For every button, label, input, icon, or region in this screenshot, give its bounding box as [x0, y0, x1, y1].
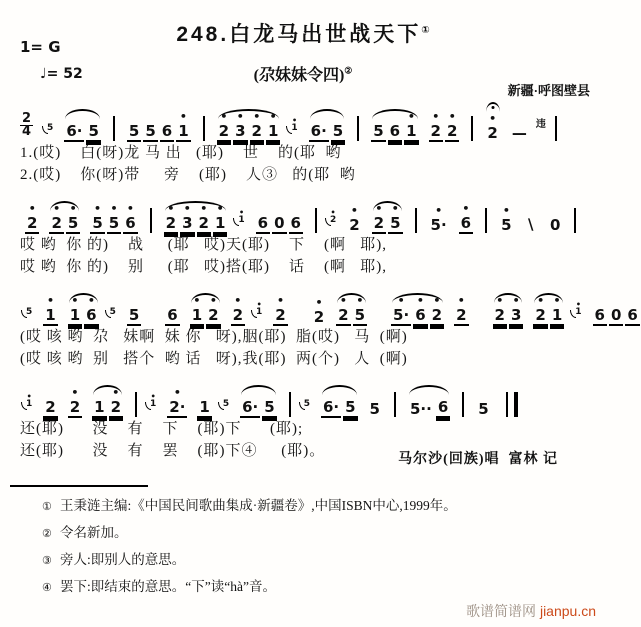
grace-note: 5	[303, 399, 310, 409]
title-row	[0, 18, 606, 48]
note: 6·	[322, 398, 340, 416]
octave-dot: •	[537, 294, 545, 307]
lyrics-line-2-1: 哎 哟 你 的) 战 (耶 哎)天(耶) 下 (啊 耶),	[20, 237, 387, 253]
note: 6·	[310, 122, 327, 140]
footnote-text: 令名新加。	[60, 525, 128, 540]
note: 3 •	[235, 110, 246, 140]
fermata-icon	[486, 102, 500, 112]
note-group	[24, 307, 34, 326]
annotation-glyph: 违	[535, 119, 546, 130]
note: 6	[290, 214, 301, 232]
octave-dot: •	[433, 294, 441, 307]
octave-dot: •	[269, 110, 277, 123]
site-url: jianpu.cn	[539, 603, 596, 619]
note-group	[148, 392, 158, 418]
octave-dot: •	[46, 294, 54, 307]
music-system-3	[20, 288, 638, 370]
note-group	[573, 300, 583, 326]
note: 6	[257, 214, 269, 232]
slur-group	[63, 122, 102, 142]
lyrics-line-1-1: 1.(哎) 白(呀)龙 马 出 (耶) 世 的(耶 哟	[20, 145, 342, 161]
grace-note: 5	[26, 307, 33, 317]
note-group	[42, 398, 58, 418]
note-group	[311, 296, 327, 326]
note-group	[346, 204, 362, 234]
note: 6	[627, 306, 638, 324]
note: 1 •	[178, 110, 189, 140]
title-footnote-mark: ①	[421, 25, 430, 36]
note: 2 •	[51, 202, 62, 232]
slur-group	[91, 386, 124, 418]
note: 5	[128, 122, 140, 140]
octave-dot: •	[193, 294, 201, 307]
note: 6	[161, 122, 173, 140]
octave-dot: •	[69, 202, 77, 215]
barline	[555, 116, 557, 141]
octave-dot: •	[435, 204, 443, 217]
subtitle-text: (尕妹妹令四)	[253, 67, 345, 84]
octave-dot: •	[167, 202, 175, 215]
note: 5	[264, 398, 275, 416]
octave-dot: •	[489, 112, 497, 125]
slur-group	[492, 294, 525, 326]
footnote-text: 王秉涟主编:《中国民间歌曲集成·新疆卷》,中国ISBN中心,1999年。	[60, 498, 457, 513]
note: 5	[478, 400, 489, 418]
lyrics-line-2-2: 哎 哟 你 的) 别 (耶 哎)搭(耶) 话 (啊 耶),	[20, 259, 387, 275]
note-group	[126, 306, 142, 326]
note: 2 •	[110, 386, 122, 416]
slur-group	[189, 294, 222, 326]
note: 2 •	[218, 110, 230, 140]
note: 2	[45, 398, 56, 416]
note: 2 •	[165, 202, 177, 232]
note: 2 •	[485, 124, 499, 142]
footnote-mark: ①	[42, 501, 52, 513]
note: —	[511, 124, 527, 142]
note-group	[547, 216, 563, 234]
slur-group	[371, 202, 404, 234]
site-name: 歌谱简谱网	[466, 603, 537, 619]
octave-dot: •	[253, 110, 261, 123]
note: 1 •	[406, 110, 417, 140]
note-group	[453, 294, 469, 326]
octave-dot: •	[575, 300, 581, 309]
footnote-4	[42, 577, 582, 598]
footnote-text: 旁人:即别人的意思。	[60, 552, 186, 567]
octave-dot: •	[457, 294, 465, 307]
slur-group	[390, 294, 445, 326]
note-group	[42, 294, 58, 326]
note-group	[196, 398, 212, 418]
octave-dot: •	[448, 110, 456, 123]
note-group	[24, 202, 40, 234]
note: 6	[167, 306, 178, 324]
octave-dot: •	[179, 110, 187, 123]
octave-dot: •	[502, 204, 510, 217]
note: ∖	[525, 216, 536, 234]
octave-dot: •	[416, 294, 424, 307]
note: 2 •	[275, 294, 286, 324]
note: 2 •	[208, 294, 219, 324]
octave-dot: •	[462, 202, 470, 215]
barline	[462, 392, 464, 417]
note: 2 •	[373, 202, 385, 232]
note: 5	[88, 122, 99, 140]
slur-group	[407, 398, 451, 418]
barline	[113, 116, 115, 141]
slur-group	[320, 398, 359, 418]
footnote-separator	[10, 485, 148, 487]
note: 6 •	[86, 294, 97, 324]
note-group	[428, 204, 450, 234]
barline	[135, 392, 137, 417]
note: 6	[594, 306, 605, 324]
barline	[150, 208, 152, 233]
lyrics-line-3-2: (哎 咳 哟 别 搭个 哟 话 呀),我(耶) 两(个) 人 (啊)	[20, 351, 408, 367]
music-line-4	[20, 380, 590, 418]
note: 1 •	[69, 294, 81, 324]
note: 1	[94, 398, 105, 416]
octave-dot: •	[220, 110, 228, 123]
octave-dot: •	[553, 294, 561, 307]
music-system-2	[20, 196, 590, 278]
note: 5 •	[92, 202, 103, 232]
note: 2 •	[251, 110, 262, 140]
octave-dot: •	[256, 300, 262, 309]
note: 2 •	[456, 294, 467, 324]
footnote-text: 罢下:即结束的意思。“下”读“hà”音。	[60, 579, 276, 594]
note: 2 •	[494, 294, 505, 324]
note-group	[289, 116, 299, 142]
octave-dot: •	[432, 110, 440, 123]
note: 5 •	[67, 202, 79, 232]
note: 5· •	[393, 294, 410, 324]
note: 6	[437, 398, 449, 416]
note: 5	[145, 122, 156, 140]
octave-dot: •	[238, 208, 245, 217]
note: 2 •	[338, 294, 349, 324]
note-group	[458, 202, 474, 234]
final-barline	[506, 392, 518, 417]
barline	[471, 116, 473, 141]
barline	[415, 208, 417, 233]
octave-dot: •	[53, 202, 61, 215]
grace-note: 2 •	[329, 208, 337, 225]
rest-note: 0	[274, 214, 285, 232]
note: 3 •	[182, 202, 193, 232]
note: 2· •	[169, 386, 186, 416]
note: 1	[199, 398, 210, 416]
note-group	[236, 208, 246, 234]
site-watermark	[466, 601, 596, 621]
note: 2 •	[27, 202, 38, 232]
note-group	[166, 386, 188, 418]
octave-dot: •	[356, 294, 364, 307]
octave-dot: •	[94, 202, 102, 215]
note: 2 •	[313, 296, 325, 326]
time-signature-numerator: 2	[22, 111, 32, 126]
grace-note: 1 •	[238, 208, 245, 225]
page-title	[176, 18, 429, 48]
barline	[289, 392, 291, 417]
note: 5	[128, 306, 140, 324]
grace-note: 1 •	[575, 300, 582, 317]
note: 1 •	[267, 110, 279, 140]
note-group	[108, 307, 118, 326]
note: 6·	[242, 398, 259, 416]
octave-dot: •	[216, 202, 224, 215]
octave-dot: •	[87, 294, 95, 307]
subtitle-footnote-mark: ②	[344, 65, 353, 76]
note: 5··	[409, 400, 432, 418]
note: 2 •	[69, 386, 81, 416]
note: 6 •	[125, 202, 136, 232]
note-group	[230, 294, 246, 326]
barline	[203, 116, 205, 141]
octave-dot: •	[200, 202, 208, 215]
note-group	[523, 216, 539, 234]
footnote-2	[42, 523, 582, 544]
note: 5	[345, 398, 356, 416]
note: 1 •	[191, 294, 203, 324]
barline	[394, 392, 396, 417]
note-group	[509, 124, 530, 142]
octave-dot: •	[110, 202, 118, 215]
time-signature-denominator: 4	[22, 124, 32, 139]
footnote-1	[42, 496, 582, 517]
lyrics-line-4-1: 还(耶) 没 有 下 (耶)下 (耶);	[20, 421, 304, 437]
octave-dot: •	[112, 386, 120, 399]
credits: 马尔沙(回族)唱 富林 记	[398, 452, 558, 467]
note: 2 •	[232, 294, 244, 324]
octave-dot: •	[234, 294, 242, 307]
grace-note: 1 •	[26, 392, 33, 409]
octave-dot: •	[391, 202, 399, 215]
octave-dot: •	[183, 202, 191, 215]
octave-dot: •	[350, 204, 358, 217]
octave-dot: •	[330, 208, 336, 217]
note-group	[89, 202, 138, 234]
barline	[315, 208, 317, 233]
note-group	[67, 386, 83, 418]
octave-dot: •	[28, 202, 36, 215]
octave-dot: •	[375, 202, 383, 215]
octave-dot: •	[339, 294, 347, 307]
note: 5	[332, 122, 344, 140]
octave-dot: •	[71, 386, 79, 399]
note: 2 •	[431, 294, 443, 324]
octave-dot: •	[512, 294, 520, 307]
note: 5 •	[501, 204, 512, 234]
footnotes	[42, 496, 582, 604]
note: 6·	[66, 122, 83, 140]
octave-dot: •	[496, 294, 504, 307]
music-line-2	[20, 196, 590, 234]
lyrics-line-1-2: 2.(哎) 你(呀)带 旁 (耶) 人③ 的(耶 哟	[20, 167, 356, 183]
slur-group	[308, 122, 347, 142]
note: 5 •	[354, 294, 366, 324]
note: 5	[373, 122, 384, 140]
slur-group	[163, 202, 229, 234]
barline	[485, 208, 487, 233]
octave-dot: •	[126, 202, 134, 215]
key-signature: 1= G	[20, 38, 61, 56]
slur-group	[370, 110, 419, 142]
note-group	[328, 208, 338, 234]
octave-dot: •	[150, 392, 156, 401]
note: 6	[389, 122, 401, 140]
note: 5 •	[390, 202, 401, 232]
note-group	[45, 123, 55, 142]
octave-dot: •	[315, 296, 323, 309]
note-group	[428, 110, 461, 142]
note-group	[126, 110, 192, 142]
note: 5· •	[430, 204, 447, 234]
octave-dot: •	[26, 392, 32, 401]
barline	[357, 116, 359, 141]
note-group	[272, 294, 288, 326]
note-group	[498, 204, 514, 234]
note: 2 •	[349, 204, 360, 234]
music-line-1	[20, 104, 590, 142]
slur-group	[67, 294, 100, 326]
footnote-mark: ④	[42, 582, 52, 594]
note: 2 •	[535, 294, 546, 324]
note-group	[367, 400, 383, 418]
rest-note: 0	[610, 306, 622, 324]
note-group	[24, 392, 34, 418]
region-label: 新疆·呼图壁县	[507, 83, 590, 98]
octave-dot: •	[407, 110, 415, 123]
lyrics-line-4-2: 还(耶) 没 有 罢 (耶)下④ (耶)。	[20, 443, 326, 459]
grace-note: 1 •	[256, 300, 263, 317]
footnote-mark: ②	[42, 528, 52, 540]
music-line-3	[20, 288, 638, 326]
tempo-value: = 52	[46, 66, 83, 82]
slur-group	[216, 110, 282, 142]
octave-dot: •	[173, 386, 181, 399]
note: 2 •	[430, 110, 441, 140]
note-group	[302, 399, 312, 418]
footnote-3	[42, 550, 582, 571]
note: 2 •	[198, 202, 209, 232]
octave-dot: •	[236, 110, 244, 123]
grace-note: 5	[47, 123, 54, 133]
slur-group	[48, 202, 81, 234]
lyrics-line-3-1: (哎 咳 哟 尕 妹啊 妹 你 呀),胭(耶) 脂(哎) 马 (啊)	[20, 329, 408, 345]
footnote-mark: ③	[42, 555, 52, 567]
song-title-text: 248.白龙马出世战天下	[176, 23, 422, 46]
grace-note: 5	[109, 307, 116, 317]
slur-group	[239, 398, 278, 418]
slur-group	[335, 294, 368, 326]
note: 5	[369, 400, 380, 418]
note: 6 •	[460, 202, 472, 232]
score-area	[20, 104, 638, 472]
note-group	[221, 399, 231, 418]
note-group	[484, 112, 500, 142]
note-group	[592, 306, 641, 326]
note-group	[164, 306, 180, 326]
rest-note: 0	[549, 216, 561, 234]
note: 1 •	[214, 202, 226, 232]
grace-note: 1 •	[291, 116, 298, 133]
note: 2 •	[446, 110, 458, 140]
note: 1 •	[45, 294, 56, 324]
grace-note: 5	[222, 399, 230, 409]
note: 3 •	[510, 294, 522, 324]
note-group	[475, 400, 491, 418]
note: 1 •	[551, 294, 563, 324]
music-system-1	[20, 104, 590, 186]
octave-dot: •	[291, 116, 298, 125]
note: 5 •	[108, 202, 120, 232]
octave-dot: •	[209, 294, 217, 307]
octave-dot: •	[277, 294, 285, 307]
note-group	[255, 214, 304, 234]
grace-note: 1 •	[150, 392, 157, 409]
barline	[574, 208, 576, 233]
slur-group	[532, 294, 565, 326]
note: 6 •	[415, 294, 426, 324]
note-group	[254, 300, 264, 326]
quarter-note-icon: ♩	[40, 66, 47, 82]
octave-dot: •	[71, 294, 79, 307]
time-signature	[20, 113, 33, 138]
octave-dot: •	[397, 294, 405, 307]
